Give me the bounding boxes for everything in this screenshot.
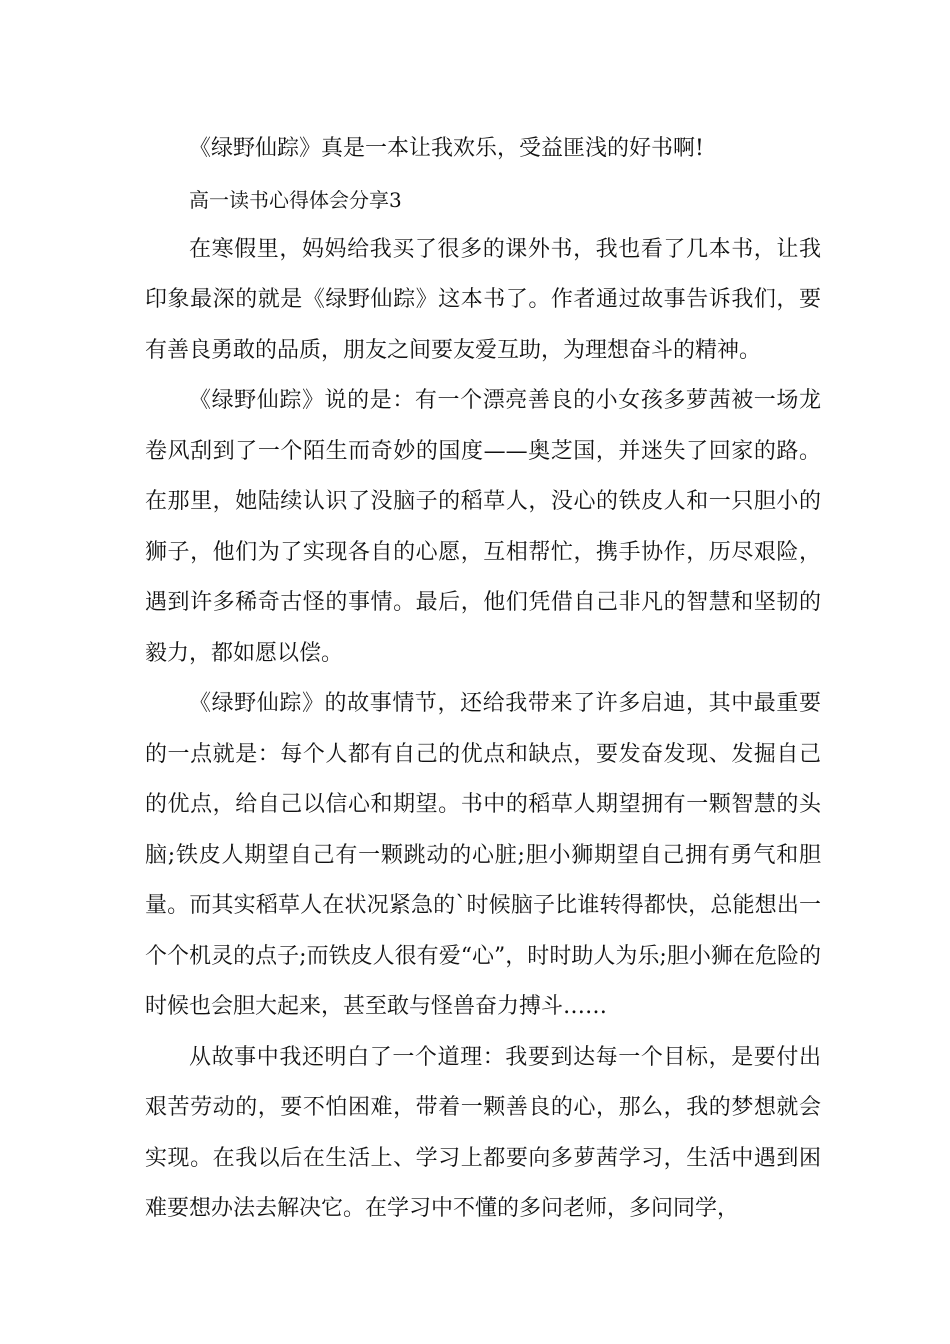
paragraph-closing-remark: 《绿野仙踪》真是一本让我欢乐，受益匪浅的好书啊! — [189, 136, 704, 161]
paragraph-lesson: 从故事中我还明白了一个道理：我要到达每一个目标，是要付出艰苦劳动的，要不怕困难，带着一颗善良的心，那么，我的梦想就会实现。在我以后在生活上、学习上都要向多萝茜学习，生活中遇到困难要想办法去解决它。在学习中不懂的多问老师，多问同学， — [145, 1044, 821, 1221]
section-heading: 高一读书心得体会分享3 — [189, 187, 402, 212]
paragraph-intro: 在寒假里，妈妈给我买了很多的课外书，我也看了几本书，让我印象最深的就是《绿野仙踪》这本书了。作者通过故事告诉我们，要有善良勇敢的品质，朋友之间要友爱互助，为理想奋斗的精神。 — [145, 236, 821, 363]
paragraph-story-summary: 《绿野仙踪》说的是：有一个漂亮善良的小女孩多萝茜被一场龙卷风刮到了一个陌生而奇妙的国度——奥芝国，并迷失了回家的路。在那里，她陆续认识了没脑子的稻草人，没心的铁皮人和一只胆小的狮子，他们为了实现各自的心愿，互相帮忙，携手协作，历尽艰险，遇到许多稀奇古怪的事情。最后，他们凭借自己非凡的智慧和坚韧的毅力，都如愿以偿。 — [145, 388, 821, 666]
document-body — [145, 124, 821, 1235]
paragraph-inspiration: 《绿野仙踪》的故事情节，还给我带来了许多启迪，其中最重要的一点就是：每个人都有自己的优点和缺点，要发奋发现、发掘自己的优点，给自己以信心和期望。书中的稻草人期望拥有一颗智慧的头脑;铁皮人期望自己有一颗跳动的心脏;胆小狮期望自己拥有勇气和胆量。而其实稻草人在状况紧急的`时候脑子比谁转得都快，总能想出一个个机灵的点子;而铁皮人很有爱“心”，时时助人为乐;胆小狮在危险的时候也会胆大起来，甚至敢与怪兽奋力搏斗…… — [145, 691, 821, 1019]
